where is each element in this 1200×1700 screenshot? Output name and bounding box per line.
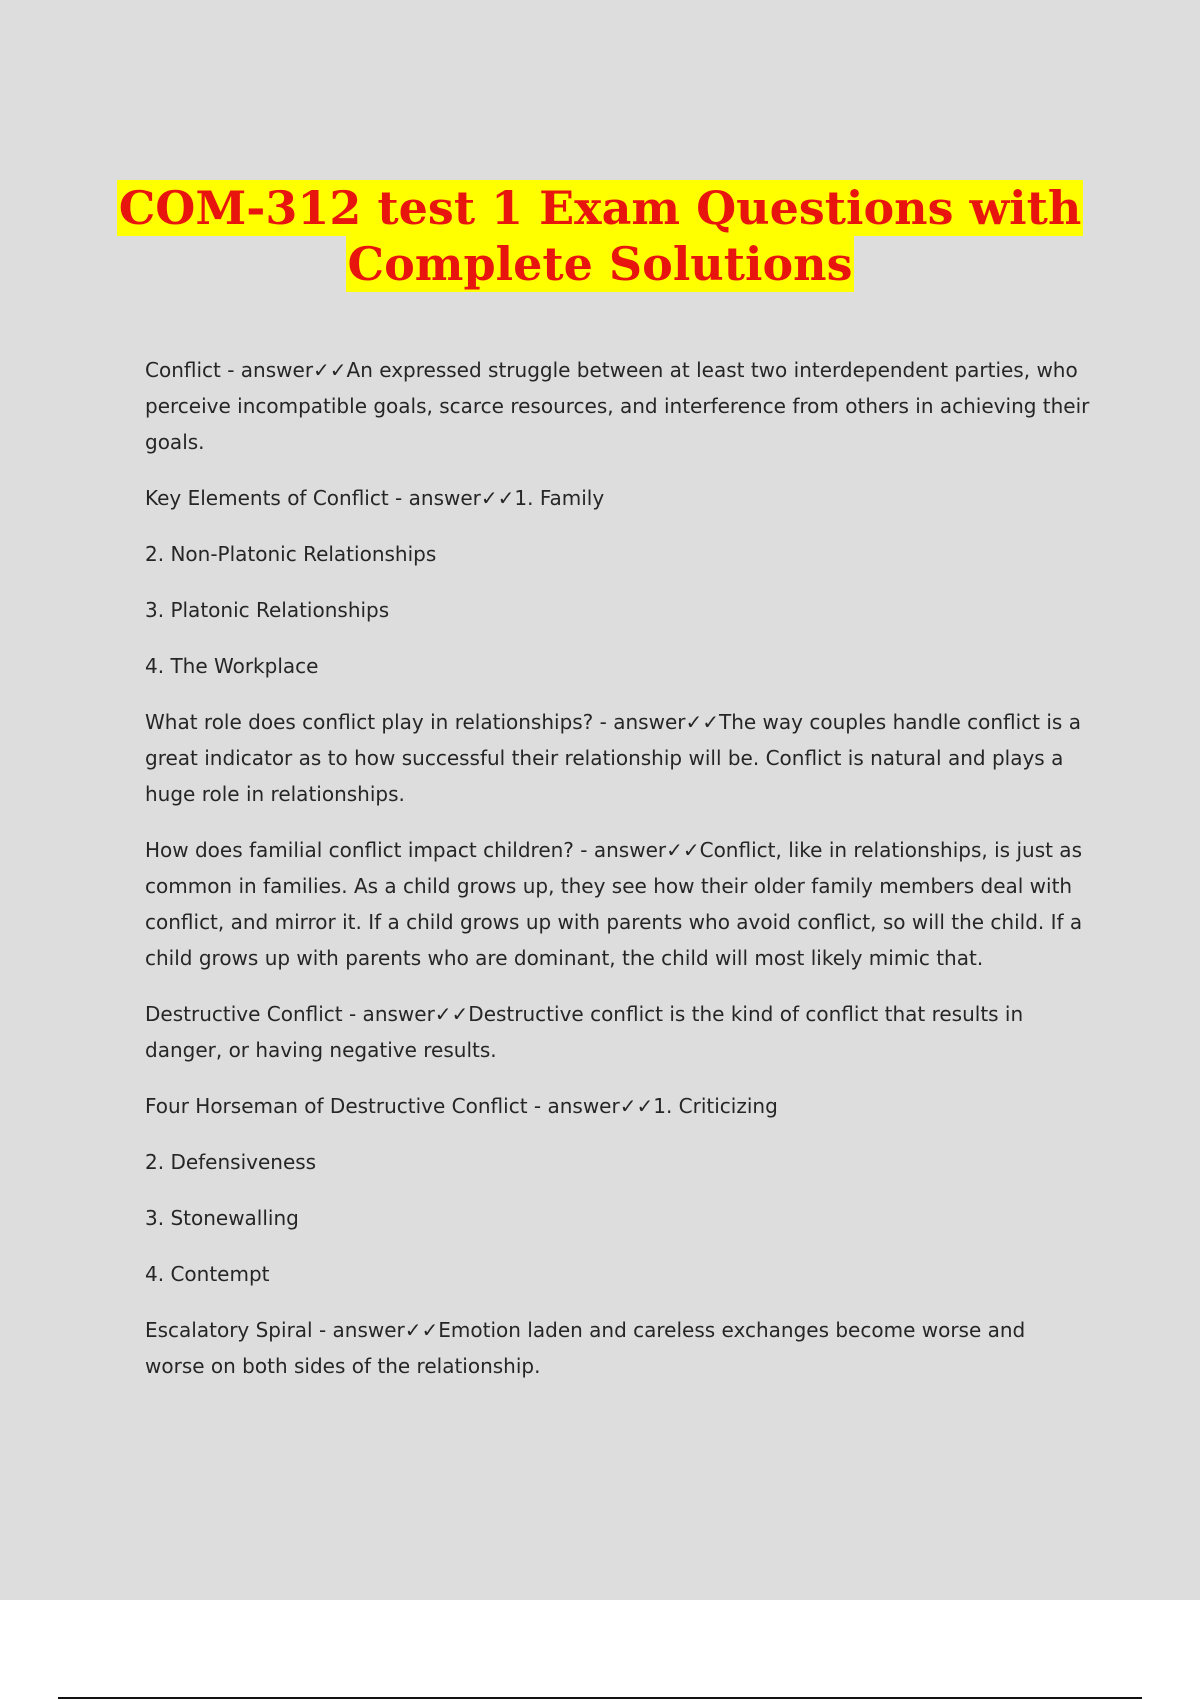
list-item: 2. Defensiveness bbox=[145, 1150, 317, 1174]
paragraph-conflict-definition: Conflict - answer✓✓An expressed struggle between at least two interdependent parties, who perceive incompatible goals, scarce resources, and interference from others in achieving their goals. bbox=[145, 358, 1090, 454]
paragraph-escalatory-spiral: Escalatory Spiral - answer✓✓Emotion laden and careless exchanges become worse and worse on both sides of the relationship. bbox=[145, 1318, 1026, 1378]
paragraph-role-of-conflict: What role does conflict play in relationships? - answer✓✓The way couples handle conflict is a great indicator as to how successful their relationship will be. Conflict is natural and plays a huge role in relationships. bbox=[145, 710, 1081, 806]
list-item: 3. Stonewalling bbox=[145, 1206, 299, 1230]
list-item: 4. The Workplace bbox=[145, 654, 319, 678]
paragraph-destructive-conflict: Destructive Conflict - answer✓✓Destructive conflict is the kind of conflict that results in danger, or having negative results. bbox=[145, 1002, 1024, 1062]
document-title bbox=[0, 180, 1200, 292]
list-item: 3. Platonic Relationships bbox=[145, 598, 390, 622]
title-line-1: COM-312 test 1 Exam Questions with bbox=[118, 181, 1082, 235]
list-item: 2. Non-Platonic Relationships bbox=[145, 542, 437, 566]
title-line-2: Complete Solutions bbox=[347, 237, 853, 291]
paragraph-four-horseman: Four Horseman of Destructive Conflict - answer✓✓1. Criticizing bbox=[145, 1094, 778, 1118]
paragraph-familial-conflict: How does familial conflict impact children? - answer✓✓Conflict, like in relationships, is just as common in families. As a child grows up, they see how their older family members deal with conflict, and mirror it. If a child grows up with parents who avoid conflict, so will the child. If a child grows up with parents who are dominant, the child will most likely mimic that. bbox=[145, 838, 1083, 970]
list-item: 4. Contempt bbox=[145, 1262, 270, 1286]
footer-divider bbox=[58, 1697, 1142, 1699]
document-body bbox=[145, 352, 1090, 1404]
paragraph-key-elements: Key Elements of Conflict - answer✓✓1. Family bbox=[145, 486, 605, 510]
